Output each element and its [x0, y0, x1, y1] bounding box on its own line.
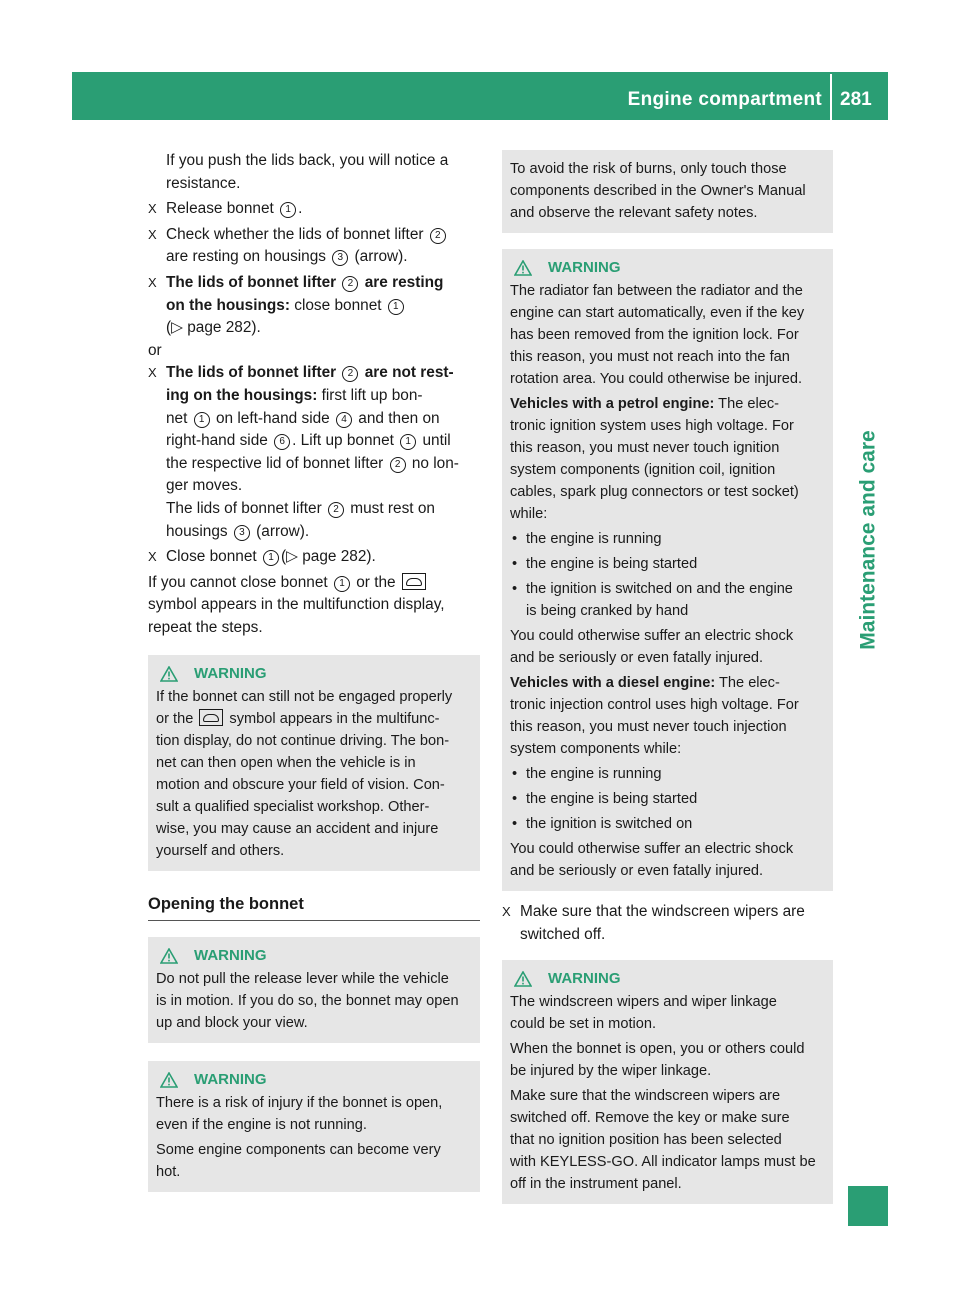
- warning-triangle-icon: [514, 260, 532, 276]
- side-tab: [848, 120, 888, 1180]
- marker-3: 3: [234, 525, 250, 541]
- step-release-bonnet: X Release bonnet 1 .: [148, 198, 480, 221]
- marker-2: 2: [390, 457, 406, 473]
- warning-triangle-icon: [514, 971, 532, 987]
- step-arrow-icon: X: [148, 365, 157, 381]
- step-close-bonnet: X Close bonnet 1 (▷ page 282).: [148, 546, 480, 569]
- step-lids-resting: X The lids of bonnet lifter 2 are resting on the housings: close bonnet 1 (▷ page 282).: [148, 272, 480, 340]
- list-item: • the engine is being started: [510, 788, 825, 810]
- marker-2: 2: [342, 276, 358, 292]
- page-title: Engine compartment: [627, 89, 822, 110]
- warning-title: WARNING: [156, 945, 472, 967]
- bonnet-open-icon: [402, 573, 426, 590]
- marker-2: 2: [342, 366, 358, 382]
- marker-1: 1: [388, 299, 404, 315]
- step-arrow-icon: X: [148, 549, 157, 565]
- warning-box-injury-risk: WARNING There is a risk of injury if the bonnet is open, even if the engine is not running. Some engine components can become very hot.: [148, 1061, 480, 1192]
- page-ref-link[interactable]: (▷ page 282).: [166, 319, 261, 337]
- warning-box-radiator-fan: WARNING The radiator fan between the radiator and the engine can start automatically, even if the key has been removed from the ignition lock. For this reason, you must not reach into the fan rotation area. You could otherwise be injured. Vehicles with a petrol engine: The elec- tronic ignition system uses high voltage. For this reason, you must never touch ignition system components (ignition coil, ignition cables, spark plug connectors or test socket) while: • the engine is running • the engine is being started • the ignition is switched on and the engine is being cranked by hand You could otherwise suffer an electric shock and be seriously or even fatally injured. Vehicles with a diesel engine: The elec- tronic injection control uses high voltage. For this reason, you must never touch injection system components while: • the engine is running • the engine is being started • the ignition is switched on You could otherwise suffer an electric shock and be seriously or even fatally injured.: [502, 249, 833, 891]
- page-ref-link[interactable]: (▷ page 282).: [280, 548, 376, 566]
- list-item: • the engine is running: [510, 763, 825, 785]
- step-arrow-icon: X: [148, 201, 157, 217]
- step-arrow-icon: X: [148, 274, 157, 290]
- list-item: • the engine is running: [510, 528, 825, 550]
- info-box-burns: To avoid the risk of burns, only touch those components described in the Owner's Manual and observe the relevant safety notes.: [502, 150, 833, 233]
- marker-1: 1: [263, 550, 279, 566]
- page-number: 281: [840, 89, 872, 110]
- list-item: • the engine is being started: [510, 553, 825, 575]
- step-arrow-icon: X: [148, 226, 157, 242]
- header-divider: [830, 74, 832, 120]
- warning-triangle-icon: [160, 666, 178, 682]
- step-wipers-off: X Make sure that the windscreen wipers are switched off.: [502, 903, 805, 943]
- warning-box-release-lever: WARNING Do not pull the release lever while the vehicle is in motion. If you do so, the bonnet may open up and block your view.: [148, 937, 480, 1043]
- list-item: • the ignition is switched on and the engine: [510, 578, 825, 600]
- marker-6: 6: [274, 434, 290, 450]
- warning-box-bonnet-not-engaged: WARNING If the bonnet can still not be engaged properly or the symbol appears in the multifunc- tion display, do not continue driving. The bon- net can then open when the vehicle is in motion and obscure your field of vision. Con- sult a qualified specialist workshop. Other- wise, you may cause an accident and injure yourself and others.: [148, 655, 480, 871]
- marker-2: 2: [430, 228, 446, 244]
- warning-title: WARNING: [510, 968, 825, 990]
- marker-1: 1: [194, 412, 210, 428]
- right-column: [502, 150, 833, 1204]
- or-text: or: [148, 341, 162, 359]
- step-check-lids: X Check whether the lids of bonnet lifter 2 are resting on housings 3 (arrow).: [148, 224, 480, 269]
- list-item: • the ignition is switched on: [510, 813, 825, 835]
- warning-title: WARNING: [156, 1069, 472, 1091]
- side-tab-label: Maintenance and care: [856, 430, 880, 650]
- marker-3: 3: [332, 250, 348, 266]
- warning-triangle-icon: [160, 1072, 178, 1088]
- section-title: Opening the bonnet: [148, 893, 480, 921]
- intro-text: If you push the lids back, you will notice a resistance.: [166, 152, 449, 192]
- warning-title: WARNING: [156, 663, 472, 685]
- step-lids-not-resting: X The lids of bonnet lifter 2 are not rest- ing on the housings: first lift up bon- net 1 on left-hand side 4 and then on right-hand side 6 . Lift up bonnet 1 until the respective lid of bonnet lifter 2 no lon- ger moves. The lids of bonnet lifter 2 must rest on housings 3 (arrow).: [148, 364, 459, 540]
- left-column: [148, 150, 480, 1192]
- marker-1: 1: [400, 434, 416, 450]
- warning-title: WARNING: [510, 257, 825, 279]
- marker-1: 1: [334, 576, 350, 592]
- marker-2: 2: [328, 502, 344, 518]
- bonnet-open-icon: [199, 709, 223, 726]
- step-arrow-icon: X: [502, 904, 511, 919]
- side-tab-square: [848, 1186, 888, 1226]
- warning-triangle-icon: [160, 948, 178, 964]
- warning-box-wipers: WARNING The windscreen wipers and wiper linkage could be set in motion. When the bonnet is open, you or others could be injured by the wiper linkage. Make sure that the windscreen wipers are switched off. Remove the key or make sure that no ignition position has been selected with KEYLESS-GO. All indicator lamps must be off in the instrument panel.: [502, 960, 833, 1204]
- marker-1: 1: [280, 202, 296, 218]
- marker-4: 4: [336, 412, 352, 428]
- repeat-steps-paragraph: If you cannot close bonnet 1 or the symbol appears in the multifunction display, repeat the steps.: [148, 573, 445, 636]
